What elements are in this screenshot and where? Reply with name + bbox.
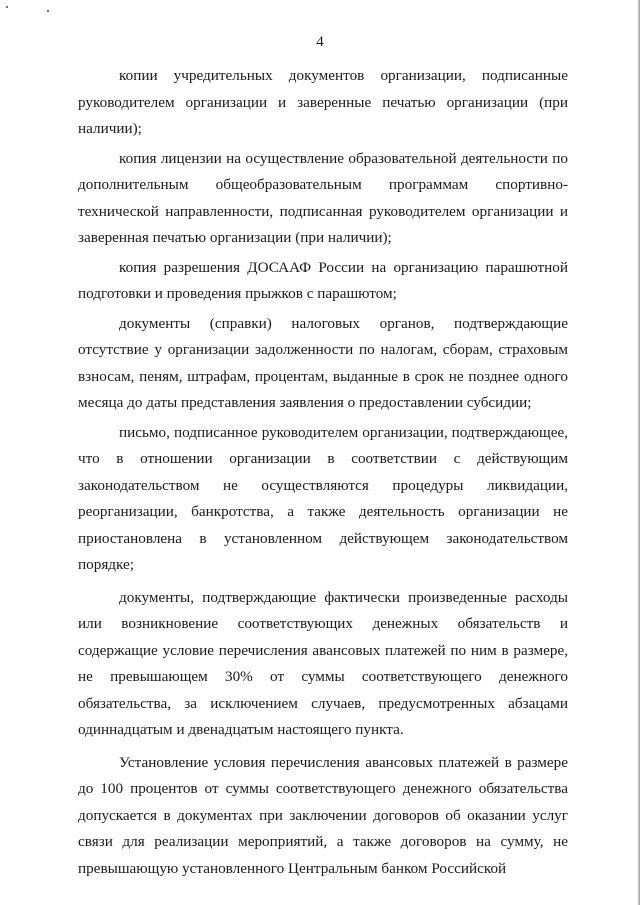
paragraph-founding-documents: копии учредительных документов организации, подписанные руководителем организации и заверенные печатью организации (при наличии); bbox=[78, 67, 568, 137]
paragraph-advance-payments: Установление условия перечисления авансовых платежей в размере до 100 процентов от суммы соответствующего денежного обязательства допускается в документах при заключении договоров об оказании услуг связи для реализации мероприятий, а также договоров на сумму, не превышающую установленного Центральным банком Российской bbox=[78, 753, 568, 877]
scan-speck bbox=[6, 6, 8, 8]
paragraph-dosaaf-permit: копия разрешения ДОСААФ России на организацию парашютной подготовки и проведения прыжков с парашютом; bbox=[78, 258, 568, 302]
scan-speck bbox=[47, 10, 49, 12]
paragraph-license-copy: копия лицензии на осуществление образовательной деятельности по дополнительным общеобразовательным программам спортивно-технической направленности, подписанная руководителем организации и заверенная печатью организации (при наличии); bbox=[78, 149, 568, 246]
page-number: 4 bbox=[316, 34, 324, 50]
paragraph-liquidation-letter: письмо, подписанное руководителем организации, подтверждающее, что в отношении организации в соответствии с действующим законодательством не осуществляются процедуры ликвидации, реорганизации, банкротства, а также деятельность организации не приостановлена в установленном действующем законодательством порядке; bbox=[78, 423, 568, 573]
paragraph-expense-documents: документы, подтверждающие фактически произведенные расходы или возникновение соответствующих денежных обязательств и содержащие условие перечисления авансовых платежей по ним в размере, не превышающем 30% от суммы соответствующего денежного обязательства, за исключением случаев, предусмотренных абзацами одиннадцатым и двенадцатым настоящего пункта. bbox=[78, 588, 568, 738]
document-body bbox=[78, 63, 568, 885]
paragraph-tax-certificates: документы (справки) налоговых органов, подтверждающие отсутствие у организации задолженности по налогам, сборам, страховым взносам, пеням, штрафам, процентам, выданные в срок не позднее одного месяца до даты представления заявления о предоставлении субсидии; bbox=[78, 314, 568, 411]
